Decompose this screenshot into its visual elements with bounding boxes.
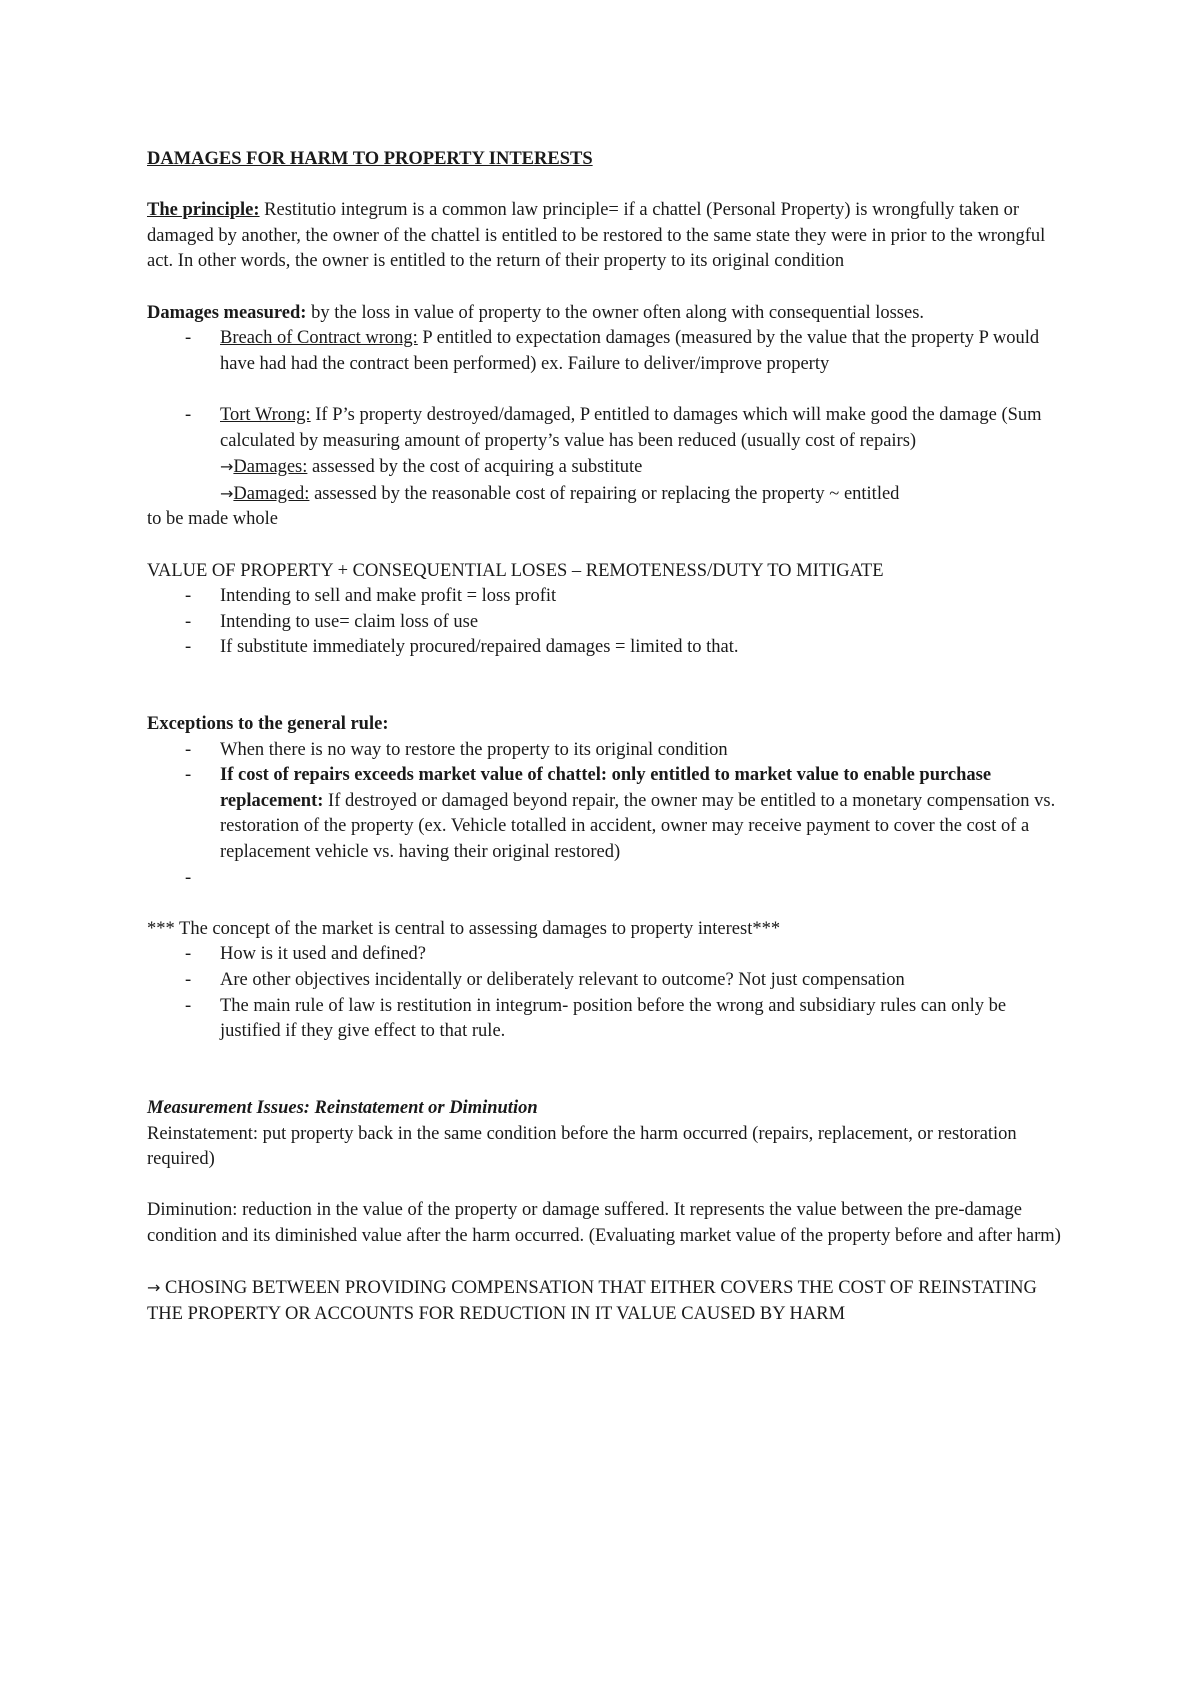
exceptions-heading: Exceptions to the general rule: — [147, 714, 389, 735]
arrow-continuation: to be made whole — [147, 509, 278, 530]
list-item — [147, 942, 1067, 968]
principle-label: The principle: — [147, 200, 260, 221]
spacer — [147, 533, 1067, 559]
list-item — [147, 584, 1067, 610]
list-item-text: Intending to sell and make profit = loss profit — [220, 586, 557, 607]
bullet-dash: - — [185, 611, 192, 632]
bullet-dash: - — [185, 765, 192, 786]
spacer — [147, 377, 1067, 403]
list-item-text: How is it used and defined? — [220, 944, 427, 965]
arrow-label: Damaged: — [233, 483, 310, 504]
exception-bold-text: If cost of repairs exceeds market value of chattel: only entitled to market value to enable purchase replacement: — [220, 765, 992, 811]
list-item — [147, 994, 1067, 1045]
document-title: DAMAGES FOR HARM TO PROPERTY INTERESTS — [147, 149, 593, 169]
arrow-label: Damages: — [233, 457, 308, 478]
bullet-dash: - — [185, 867, 192, 888]
value-heading: VALUE OF PROPERTY + CONSEQUENTIAL LOSES – REMOTENESS/DUTY TO MITIGATE — [147, 560, 884, 581]
measured-paragraph — [147, 301, 1067, 327]
list-item — [147, 763, 1067, 865]
bullet-dash: - — [185, 586, 192, 607]
arrow-line — [147, 481, 1067, 508]
spacer — [147, 1045, 1067, 1096]
tort-wrong-text: If P’s property destroyed/damaged, P entitled to damages which will make good the damage (Sum calculated by measuring amount of property’s value has been reduced (usually cost of repairs) — [220, 404, 1042, 451]
arrow-icon: → — [220, 483, 234, 503]
list-item — [147, 738, 1067, 764]
arrow-icon: → — [147, 1278, 161, 1298]
spacer — [147, 1250, 1067, 1276]
arrow-text: assessed by the cost of acquiring a substitute — [307, 457, 643, 478]
reinstatement-paragraph: Reinstatement: put property back in the same condition before the harm occurred (repairs, replacement, or restoration required) — [147, 1123, 1017, 1170]
contract-wrong-text: P entitled to expectation damages (measured by the value that the property P would have had had the contract been performed) ex. Failure to deliver/improve property — [220, 328, 1040, 374]
arrow-icon: → — [220, 457, 234, 477]
bullet-dash: - — [185, 637, 192, 658]
list-item — [147, 635, 1067, 661]
spacer — [147, 661, 1067, 712]
spacer — [147, 275, 1067, 301]
list-item-text: Intending to use= claim loss of use — [220, 611, 479, 632]
list-item-text: If substitute immediately procured/repaired damages = limited to that. — [220, 637, 739, 658]
bullet-dash: - — [185, 970, 192, 990]
principle-text: Restitutio integrum is a common law principle= if a chattel (Personal Property) is wrongfully taken or damaged by another, the owner of the chattel is entitled to be restored to the same state they were in prior to the wrongful act. In other words, the owner is entitled to the return of their property to its original condition — [147, 200, 1046, 272]
document-body — [147, 147, 1067, 1327]
measured-text: by the loss in value of property to the owner often along with consequential losses. — [306, 302, 925, 323]
list-item-empty — [147, 866, 1067, 892]
list-item-text: When there is no way to restore the property to its original condition — [220, 739, 728, 760]
exception-text: If destroyed or damaged beyond repair, the owner may be entitled to a monetary compensation vs. restoration of the property (ex. Vehicle totalled in accident, owner may receive payment to cover the cost of a replacement vehicle vs. having their original restored) — [220, 790, 1056, 863]
list-item-text: Are other objectives incidentally or deliberately relevant to outcome? Not just compensation — [220, 970, 905, 990]
list-item — [147, 968, 1067, 994]
list-item — [147, 610, 1067, 636]
spacer — [147, 891, 1067, 917]
market-heading: *** The concept of the market is central to assessing damages to property interest*** — [147, 918, 781, 939]
tort-wrong-label: Tort Wrong: — [220, 404, 311, 425]
arrow-text: assessed by the reasonable cost of repairing or replacing the property ~ entitled — [309, 483, 900, 504]
list-item-text: The main rule of law is restitution in integrum- position before the wrong and subsidiary rules can only be justified if they give effect to that rule. — [220, 995, 1007, 1042]
bullet-dash: - — [185, 739, 192, 760]
measurement-heading: Measurement Issues: Reinstatement or Diminution — [147, 1097, 538, 1118]
bullet-dash: - — [185, 995, 192, 1016]
measured-label: Damages measured: — [147, 302, 307, 323]
bullet-dash: - — [185, 328, 192, 349]
diminution-paragraph: Diminution: reduction in the value of the property or damage suffered. It represents the value between the pre-damage condition and its diminished value after the harm occurred. (Evaluating market value of the property before and after harm) — [147, 1200, 1061, 1246]
spacer — [147, 173, 1067, 199]
arrow-line — [147, 454, 1067, 481]
list-item — [147, 326, 1067, 377]
bullet-dash: - — [185, 944, 192, 965]
spacer — [147, 1173, 1067, 1199]
list-item — [147, 403, 1067, 454]
principle-paragraph — [147, 198, 1067, 275]
conclusion-paragraph — [147, 1275, 1067, 1327]
conclusion-text: CHOSING BETWEEN PROVIDING COMPENSATION THAT EITHER COVERS THE COST OF REINSTATING THE PROPERTY OR ACCOUNTS FOR REDUCTION IN IT VALUE CAUSED BY HARM — [147, 1278, 1037, 1324]
bullet-dash: - — [185, 404, 192, 425]
contract-wrong-label: Breach of Contract wrong: — [220, 328, 418, 349]
